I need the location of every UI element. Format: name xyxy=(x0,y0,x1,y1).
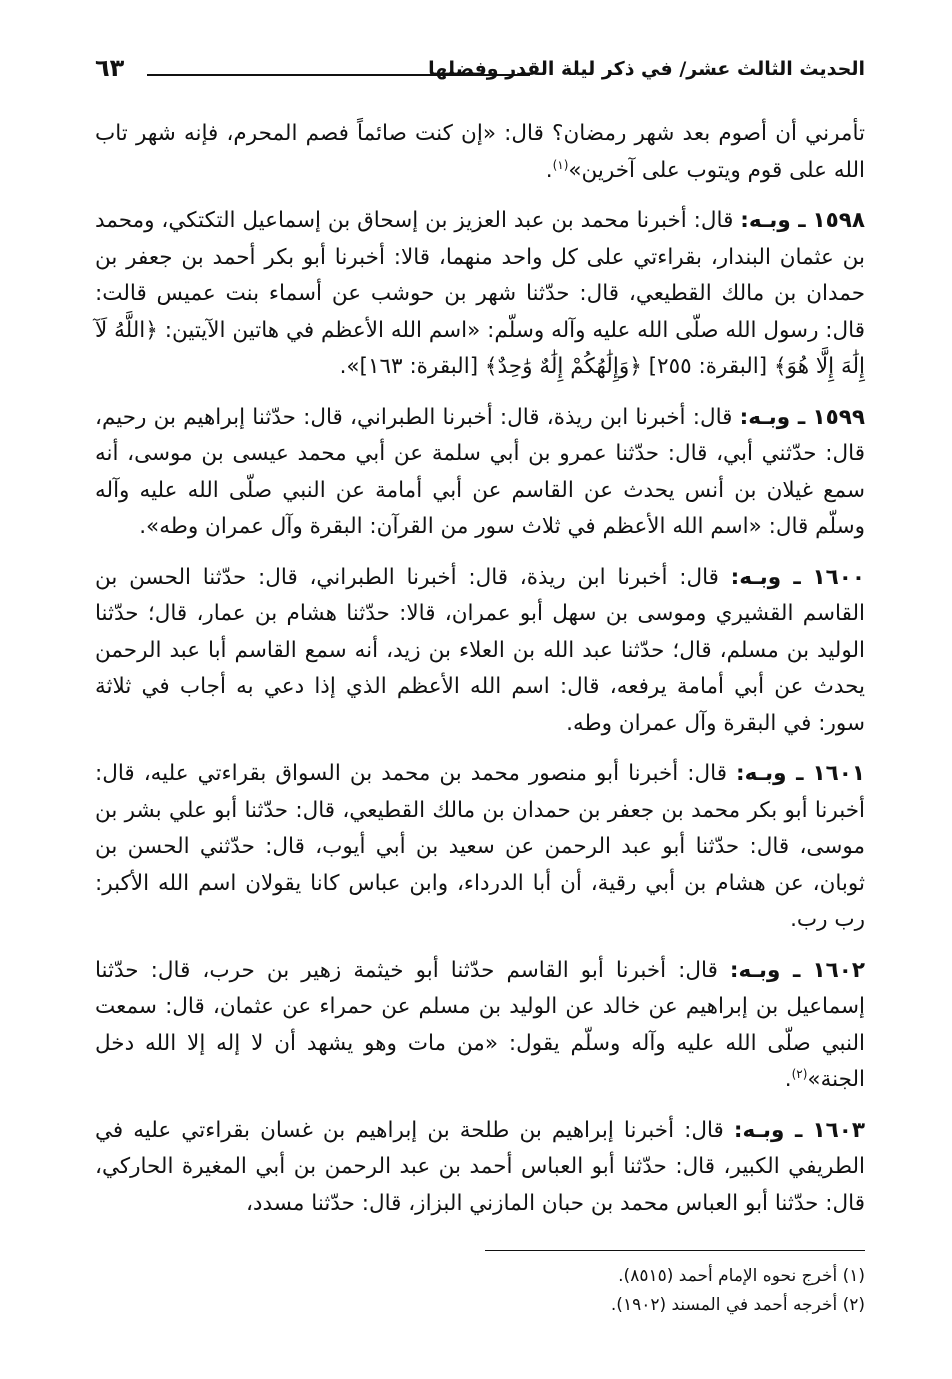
hadith-1602 xyxy=(95,953,865,1099)
hadith-number: ١٦٠٢ xyxy=(812,957,865,983)
page-number: ٦٣ xyxy=(95,54,125,82)
hadith-text: قال: أخبرنا ابن ريذة، قال: أخبرنا الطبراني، قال: حدّثنا إبراهيم بن رحيم، قال: حدّثني أبي، قال: حدّثنا عمرو بن أبي سلمة عن أبي محمد عيسى بن موسى، أنه سمع غيلان بن أنس يحدث عن القاسم عن أبي أمامة عن النبي صلّى الله عليه وآله وسلّم قال: «اسم الله الأعظم في ثلاث سور من القرآن: البقرة وآل عمران وطه». xyxy=(95,404,865,539)
continuation-text: تأمرني أن أصوم بعد شهر رمضان؟ قال: «إن كنت صائماً فصم المحرم، فإنه شهر تاب الله على قوم ويتوب على آخرين» xyxy=(95,121,865,183)
hadith-opening: ـ وبـه: xyxy=(733,1117,803,1143)
header-rule xyxy=(147,74,530,76)
footnote-1: (١) أخرج نحوه الإمام أحمد (٨٥١٥). xyxy=(618,1266,865,1286)
hadith-text: قال: أخبرنا أبو القاسم حدّثنا أبو خيثمة زهير بن حرب، قال: حدّثنا إسماعيل بن إبراهيم عن خالد عن الوليد بن مسلم عن حمراء عن عثمان، قال: سمعت النبي صلّى الله عليه وآله وسلّم يقول: «من مات وهو يشهد أن لا إله إلا الله دخل الجنة» xyxy=(95,957,865,1092)
main-text xyxy=(95,116,865,1236)
hadith-text: قال: أخبرنا أبو منصور محمد بن محمد بن السواق بقراءتي عليه، قال: أخبرنا أبو بكر محمد بن جعفر بن حمدان بن مالك القطيعي، قال: حدّثنا أبو علي بشر بن موسى، قال: حدّثنا أبو عبد الرحمن عن سعيد بن أبي أيوب، قال: حدّثني الحسن بن ثوبان، عن هشام بن أبي رقية، أن أبا الدرداء، وابن عباس كانا يقولان اسم الله الأكبر: رب رب. xyxy=(95,761,865,932)
hadith-1599 xyxy=(95,400,865,546)
footnotes xyxy=(95,1262,865,1320)
footnote-2: (٢) أخرجه أحمد في المسند (١٩٠٢). xyxy=(610,1295,865,1315)
hadith-opening: ـ وبـه: xyxy=(730,564,801,590)
hadith-text: قال: أخبرنا ابن ريذة، قال: أخبرنا الطبراني، قال: حدّثنا الحسن بن القاسم القشيري وموسى بن سهل أبو عمران، قالا: حدّثنا هشام بن عمار، قال؛ حدّثنا الوليد بن مسلم، قال؛ حدّثنا عبد الله بن العلاء بن زيد، أنه سمع القاسم أبا عبد الرحمن يحدث عن أبي أمامة يرفعه، قال: اسم الله الأعظم الذي إذا دعي به أجاب في ثلاثة سور: في البقرة وآل عمران وطه. xyxy=(95,564,865,736)
hadith-opening: ـ وبـه: xyxy=(736,761,804,786)
hadith-end: . xyxy=(784,1067,792,1092)
running-header xyxy=(95,54,865,94)
hadith-number: ١٦٠١ xyxy=(812,761,865,786)
chapter-title: الحديث الثالث عشر/ في ذكر ليلة القدر وفضلها xyxy=(428,58,865,80)
footnote-rule xyxy=(485,1250,865,1251)
hadith-1601 xyxy=(95,756,865,939)
hadith-1598 xyxy=(95,203,865,386)
hadith-opening: ـ وبـه: xyxy=(729,957,801,983)
hadith-1600 xyxy=(95,560,865,743)
footnote-ref-1[interactable]: (١) xyxy=(552,157,569,172)
hadith-number: ١٦٠٣ xyxy=(812,1117,865,1143)
hadith-1603 xyxy=(95,1113,865,1223)
hadith-text: قال: أخبرنا محمد بن عبد العزيز بن إسحاق بن إسماعيل التكتكي، ومحمد بن عثمان البندار، بقراءتي على كل واحد منهما، قالا: أخبرنا أبو بكر أحمد بن جعفر بن حمدان بن مالك القطيعي، قال: حدّثنا شهر بن حوشب عن أسماء بنت عميس قالت: قال: رسول الله صلّى الله عليه وآله وسلّم: «اسم الله الأعظم في هاتين الآيتين: ﴿اللَّهُ لَآ إِلَٰهَ إِلَّا هُوَ﴾ [البقرة: ٢٥٥] ﴿وَإِلَٰهُكُمْ إِلَٰهٌ وَٰحِدٌ﴾ [البقرة: ١٦٣]». xyxy=(95,208,865,379)
hadith-text: قال: أخبرنا إبراهيم بن طلحة بن إبراهيم بن غسان بقراءتي عليه في الطريفي الكبير، قال: حدّثنا أبو العباس أحمد بن عبد الرحمن بن أبي المغيرة الحاركي، قال: حدّثنا أبو العباس محمد بن حبان المازني البزاز، قال: حدّثنا مسدد، xyxy=(95,1117,865,1216)
book-page xyxy=(95,0,865,1379)
hadith-opening: ـ وبـه: xyxy=(740,208,806,233)
continuation-paragraph xyxy=(95,116,865,189)
footnote-ref-2[interactable]: (٢) xyxy=(791,1066,808,1081)
continuation-end: . xyxy=(545,157,553,183)
hadith-number: ١٥٩٩ xyxy=(812,404,866,430)
hadith-number: ١٦٠٠ xyxy=(812,564,865,590)
hadith-number: ١٥٩٨ xyxy=(812,208,865,233)
hadith-opening: ـ وبـه: xyxy=(739,404,806,430)
